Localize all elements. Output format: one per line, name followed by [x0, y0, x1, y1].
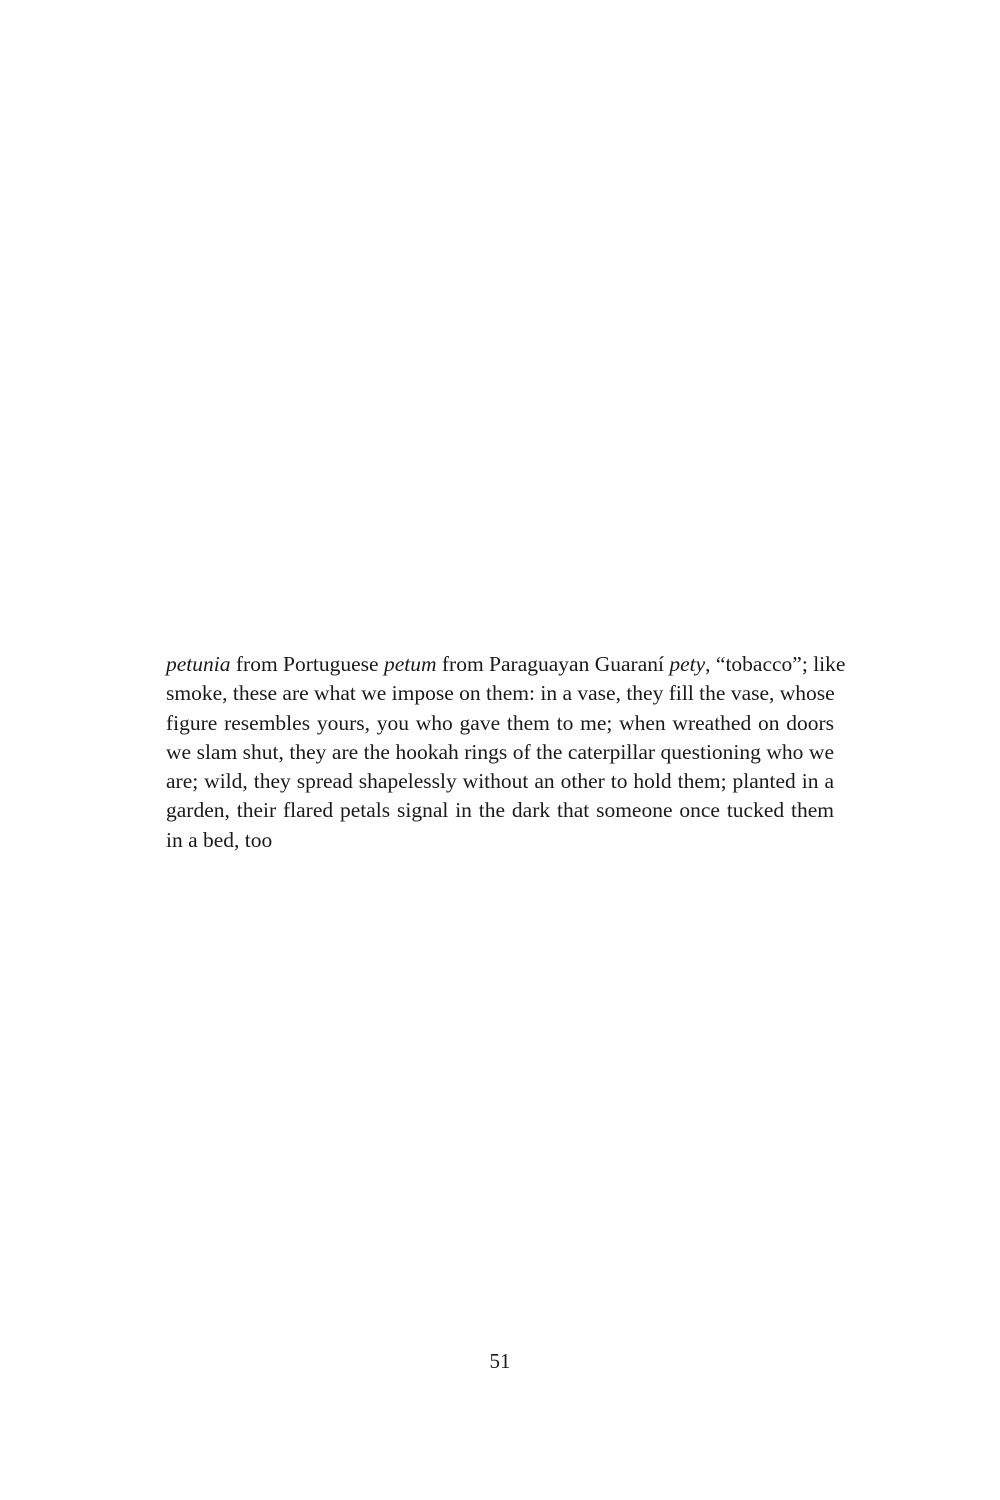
text-line-4: we slam shut, they are the hookah rings of the caterpillar questioning who we — [166, 739, 834, 764]
text-line-2: smoke, these are what we impose on them: in a vase, they fill the vase, whose — [166, 681, 835, 706]
text-segment: from Paraguayan Guaraní — [436, 652, 670, 676]
prose-poem-paragraph — [166, 650, 846, 855]
page-number: 51 — [489, 1349, 511, 1373]
text-line-1 — [166, 650, 846, 679]
text-segment: from Portuguese — [230, 652, 384, 676]
source-word-italic: pety — [669, 652, 706, 676]
text-line-7: in a bed, too — [166, 827, 273, 852]
text-line-3: figure resembles yours, you who gave them to me; when wreathed on doors — [166, 710, 834, 735]
text-line-5: are; wild, they spread shapelessly without an other to hold them; planted in a — [166, 769, 834, 794]
term-italic: petunia — [166, 652, 231, 676]
source-word-italic: petum — [383, 652, 437, 676]
text-segment: , “tobacco”; like — [705, 652, 846, 676]
text-line-6: garden, their flared petals signal in the dark that someone once tucked them — [166, 798, 834, 823]
